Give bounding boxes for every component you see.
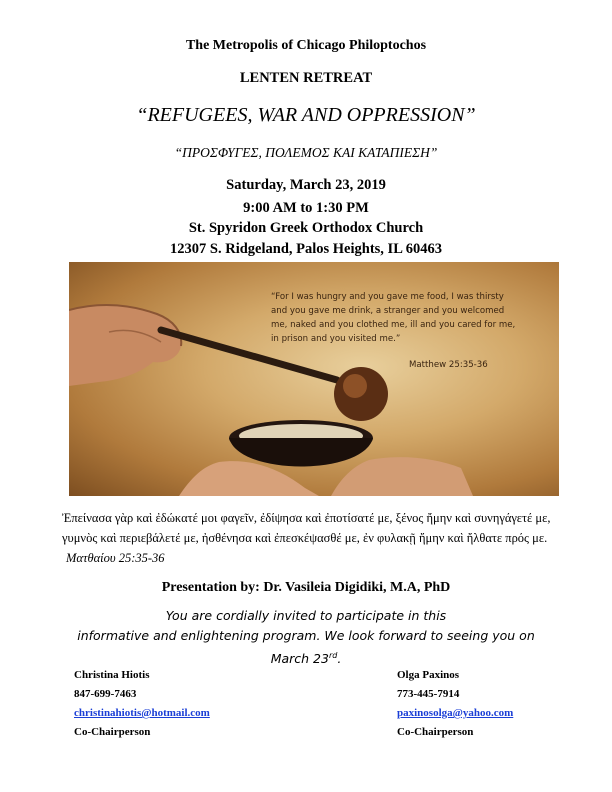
contact-phone: 847-699-7463 xyxy=(74,688,137,700)
contact-email-link[interactable]: christinahiotis@hotmail.com xyxy=(74,707,210,719)
banner-quote-reference: Matthew 25:35-36 xyxy=(409,360,488,370)
contact-phone: 773-445-7914 xyxy=(397,688,460,700)
invitation-text xyxy=(30,606,582,669)
scripture-banner-image xyxy=(69,262,559,496)
event-type: LENTEN RETREAT xyxy=(239,70,373,86)
organization-title: The Metropolis of Chicago Philoptochos xyxy=(185,38,427,53)
presenter: Presentation by: Dr. Vasileia Digidiki, M.A, PhD xyxy=(161,580,451,595)
greek-scripture-reference: Ματθαίου 25:35-36 xyxy=(66,551,165,565)
event-date: Saturday, March 23, 2019 xyxy=(226,177,386,193)
event-theme-greek: “ΠΡΟΣΦΥΓΕΣ, ΠΟΛΕΜΟΣ ΚΑΙ ΚΑΤΑΠΙΕΣΗ” xyxy=(174,145,438,160)
invitation-line-3: March 23rd. xyxy=(270,651,342,667)
contact-email-link[interactable]: paxinosolga@yahoo.com xyxy=(397,707,514,719)
event-time: 9:00 AM to 1:30 PM xyxy=(243,200,369,216)
contact-role: Co-Chairperson xyxy=(397,726,474,738)
contact-card-christina xyxy=(74,666,210,742)
invitation-line-2: informative and enlightening program. We look forward to seeing you on xyxy=(77,628,535,643)
contact-name: Olga Paxinos xyxy=(397,669,460,681)
contact-name: Christina Hiotis xyxy=(74,669,150,681)
contact-card-olga xyxy=(397,666,513,742)
greek-scripture xyxy=(62,508,554,568)
event-address: 12307 S. Ridgeland, Palos Heights, IL 60463 xyxy=(170,241,442,257)
banner-quote: “For I was hungry and you gave me food, I was thirsty and you gave me drink, a stranger and you welcomed me, naked and you clothed me, ill and you cared for me, in prison and you visited me.” xyxy=(271,292,516,344)
event-theme: “REFUGEES, WAR AND OPPRESSION” xyxy=(136,104,476,126)
event-venue: St. Spyridon Greek Orthodox Church xyxy=(188,220,424,236)
contact-role: Co-Chairperson xyxy=(74,726,151,738)
invitation-line-1: You are cordially invited to participate in this xyxy=(165,608,447,623)
greek-scripture-text: Ἐπείνασα γὰρ καὶ ἐδώκατέ μοι φαγεῖν, ἐδίψησα καὶ ἐποτίσατέ με, ξένος ἤμην καὶ συνηγάγετέ με, γυμνὸς καὶ περιεβάλετέ με, ἠσθένησα καὶ ἐπεσκέψασθέ με, ἐν φυλακῇ ἤμην καὶ ἤλθατε πρός με. xyxy=(62,511,551,545)
